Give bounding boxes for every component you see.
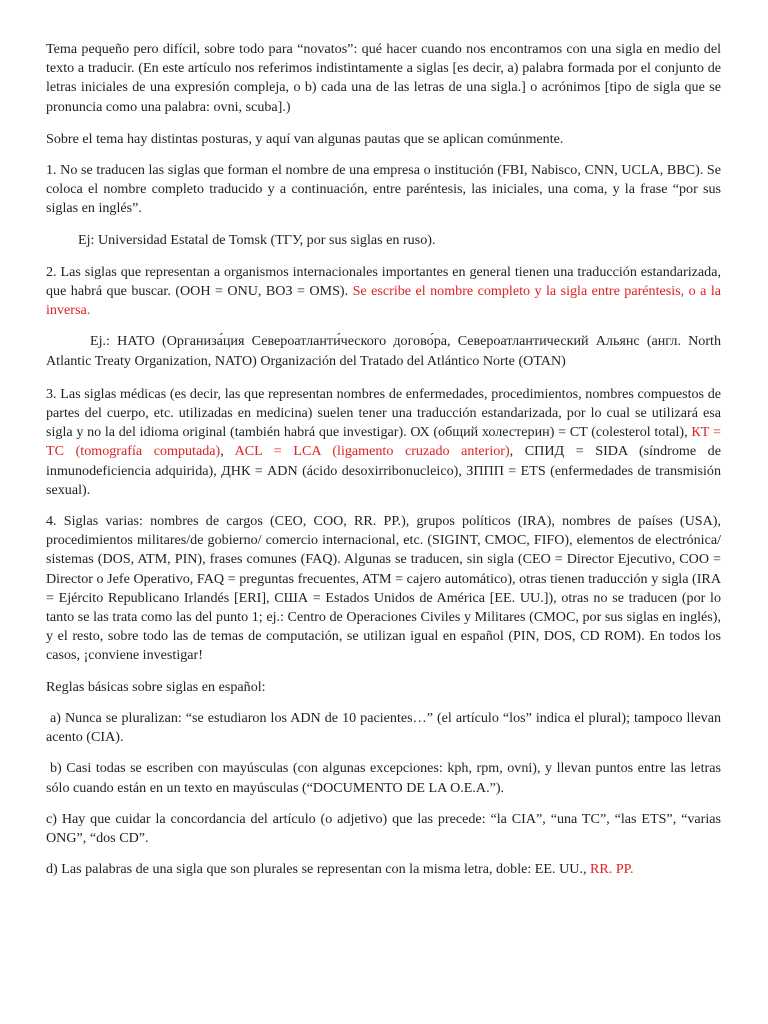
document-body <box>46 40 721 891</box>
rule-c-paragraph: c) Hay que cuidar la concordancia del artículo (o adjetivo) que las precede: “la CIA”, “una TC”, “las ETS”, “varias ONG”, “dos CD”. <box>46 810 721 846</box>
rule-b-paragraph: b) Casi todas se escriben con mayúsculas (con algunas excepciones: kph, rpm, ovni), y llevan puntos entre las letras sólo cuando están en un texto en mayúsculas (“DOCUMENTO DE LA O.E.A.”). <box>46 760 721 796</box>
rule-3-highlight-lca: ACL = LCA (ligamento cruzado anterior) <box>234 443 510 460</box>
rule-a-paragraph: a) Nunca se pluralizan: “se estudiaron los ADN de 10 pacientes…” (el artículo “los” indica el plural); tampoco llevan acento (CIA). <box>46 709 721 746</box>
rule-3-text-start: 3. Las siglas médicas (es decir, las que representan nombres de enfermedades, procedimientos, nombres compuestos de partes del cuerpo, etc. utilizadas en medicina) suelen tener una traducción estandarizada, por lo cual se utilizará esa sigla y no la del idioma original (también habrá que investigar). ОХ (общий холестерин) = CT (colesterol total), <box>46 385 721 441</box>
rule-2-highlight: Se escribe el nombre completo y la sigla entre paréntesis, o a la inversa. <box>46 283 721 319</box>
rule-d-paragraph <box>46 860 721 879</box>
rule-2-paragraph <box>46 263 721 321</box>
rule-2-text: 2. Las siglas que representan a organismos internacionales importantes en general tienen una traducción estandarizada, que habrá que buscar. (ООН = ONU, ВОЗ = OMS). <box>46 263 721 300</box>
reglas-heading: Reglas básicas sobre siglas en español: <box>46 678 266 695</box>
example-1-paragraph: Ej: Universidad Estatal de Tomsk (ТГУ, por sus siglas en ruso). <box>78 231 436 248</box>
rule-1-paragraph: 1. No se traducen las siglas que forman el nombre de una empresa o institución (FBI, Nabisco, CNN, UCLA, BBC). Se coloca el nombre completo traducido y a continuación, entre paréntesis, las iniciales, una coma, y la frase “por sus siglas en inglés”. <box>46 162 721 217</box>
rule-3-paragraph <box>46 385 721 500</box>
example-2-paragraph: Ej.: НАТО (Организа́ция Североатланти́ческого догово́ра, Североатлантический Альянс (англ. North Atlantic Treaty Organization, NATO) Organización del Tratado del Atlántico Norte (OTAN) <box>46 333 721 369</box>
intro-paragraph: Tema pequeño pero difícil, sobre todo para “novatos”: qué hacer cuando nos encontramos con una sigla en medio del texto a traducir. (En este artículo nos referimos indistintamente a siglas [es decir, a) palabra formada por el conjunto de letras iniciales de una expresión compleja, o b) cada una de las letras de una sigla.] o acrónimos [tipo de sigla que se pronuncia como una palabra: ovni, scuba].) <box>46 41 721 115</box>
posturas-paragraph: Sobre el tema hay distintas posturas, y aquí van algunas pautas que se aplican comúnmente. <box>46 130 564 147</box>
rule-d-highlight: RR. PP. <box>590 861 634 878</box>
rule-d-text: d) Las palabras de una sigla que son plurales se representan con la misma letra, doble: EE. UU., <box>46 861 590 878</box>
rule-3-separator: , <box>220 443 235 460</box>
rule-4-paragraph: 4. Siglas varias: nombres de cargos (CEO, COO, RR. PP.), grupos políticos (IRA), nombres de países (USA), procedimientos militares/de gobierno/ comercio internacional, etc. (SIGINT, CMOC, FIFO), elementos de electrónica/ sistemas (DOS, ATM, PIN), frases comunes (FAQ). Algunas se traducen, sin sigla (CEO = Director Ejecutivo, COO = Director o Jefe Operativo, FAQ = preguntas frecuentes, ATM = cajero automático), otras tienen traducción y sigla (IRA = Ejército Republicano Irlandés [ERI], США = Estados Unidos de América [EE. UU.]), otras no se traducen (por lo tanto se las trata como las del punto 1; ej.: Centro de Operaciones Civiles y Militares (CMOC, por sus siglas en inglés), y el resto, sobre todo las de temas de computación, se utilizan igual en español (PIN, DOS, CD ROM). En todos los casos, ¡conviene investigar! <box>46 513 721 664</box>
rule-3-highlight-tc: КТ = TC (tomografía computada) <box>46 424 722 460</box>
rule-3-text-end: , СПИД = SIDA (síndrome de inmunodeficiencia adquirida), ДНК = ADN (ácido desoxirribonucleico), ЗППП = ETS (enfermedades de transmisión sexual). <box>46 443 721 498</box>
